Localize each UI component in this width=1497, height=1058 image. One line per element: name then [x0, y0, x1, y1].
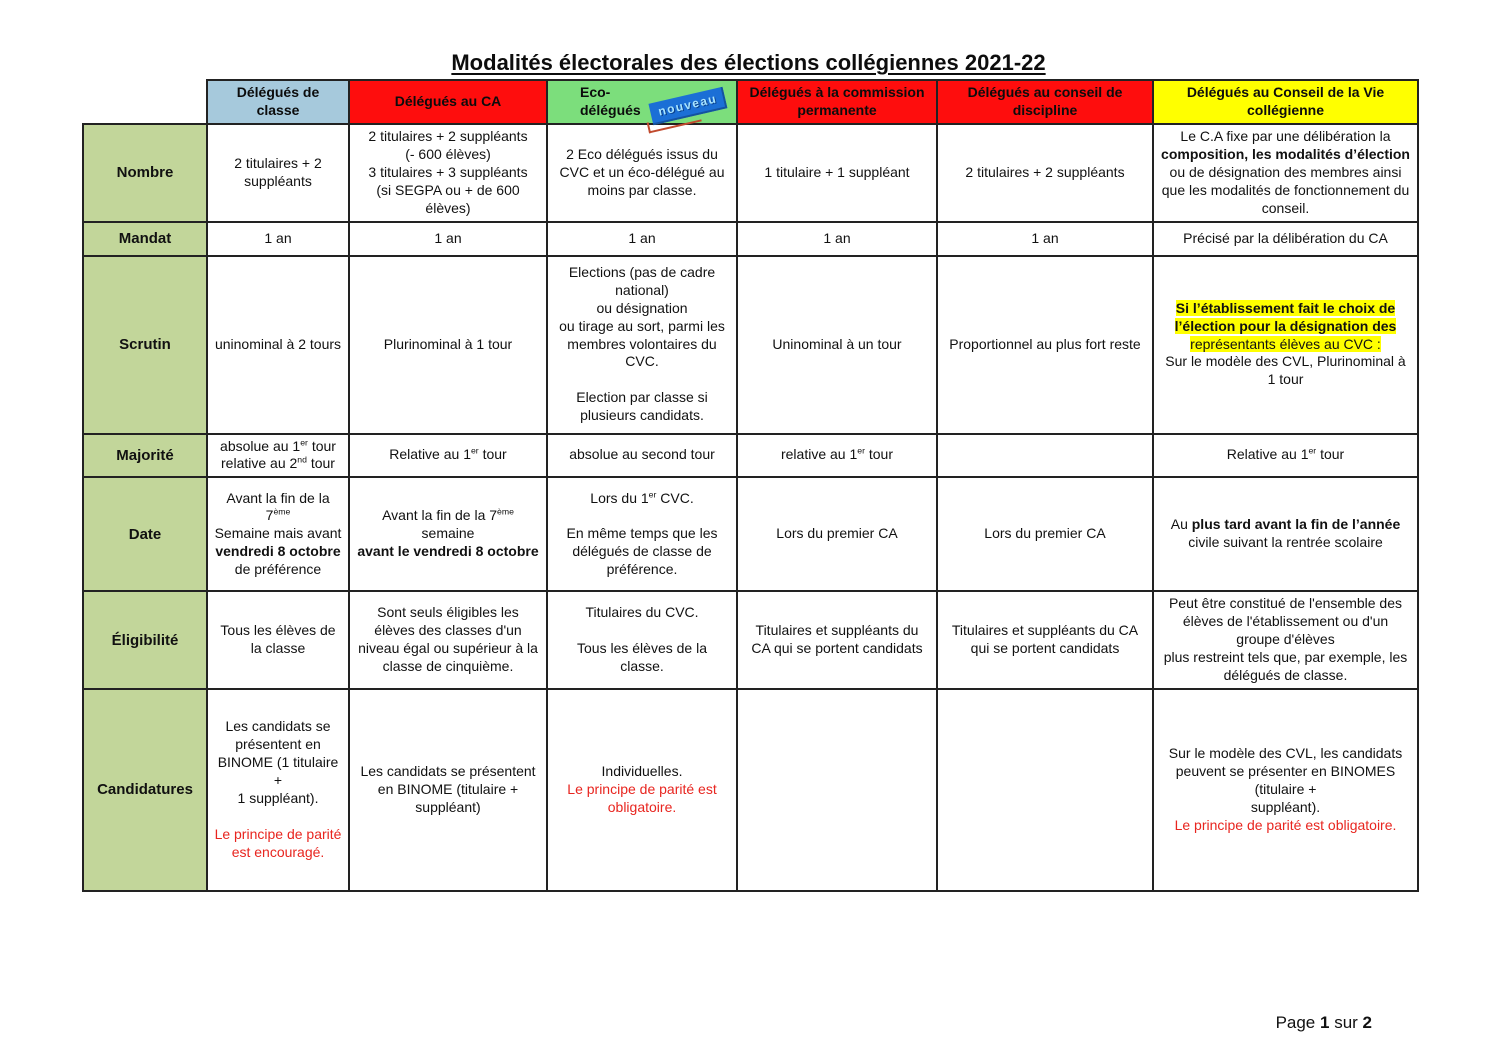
row-label-date: Date: [83, 477, 207, 591]
table-row-nombre: [83, 124, 1418, 222]
cell-date-cvc: Au plus tard avant la fin de l’année civile suivant la rentrée scolaire: [1153, 477, 1418, 591]
table-row-date: [83, 477, 1418, 591]
cell-candidatures-classe: Les candidats se présentent en BINOME (1 titulaire + 1 suppléant). Le principe de parité est encouragé.: [207, 689, 349, 891]
table-row-eligibilite: [83, 591, 1418, 689]
table-row-candidatures: [83, 689, 1418, 891]
document-table: [82, 79, 1419, 892]
cell-candidatures-cvc: Sur le modèle des CVL, les candidats peuvent se présenter en BINOMES (titulaire + suppléant). Le principe de parité est obligatoire.: [1153, 689, 1418, 891]
corner-empty-cell: [83, 80, 207, 124]
cell-candidatures-eco: Individuelles. Le principe de parité est obligatoire.: [547, 689, 737, 891]
cell-mandat-eco: 1 an: [547, 222, 737, 256]
col-header-delegues-de-classe: Délégués de classe: [207, 80, 349, 124]
cell-mandat-commission: 1 an: [737, 222, 937, 256]
col-header-delegues-au-ca: Délégués au CA: [349, 80, 547, 124]
nouveau-badge: [649, 87, 728, 126]
cell-nombre-discipline: 2 titulaires + 2 suppléants: [937, 124, 1153, 222]
cell-scrutin-eco: Elections (pas de cadre national) ou désignation ou tirage au sort, parmi les membres volontaires du CVC. Election par classe si plusieurs candidats.: [547, 256, 737, 434]
cell-scrutin-commission: Uninominal à un tour: [737, 256, 937, 434]
cell-majorite-cvc: Relative au 1er tour: [1153, 434, 1418, 478]
cell-mandat-cvc: Précisé par la délibération du CA: [1153, 222, 1418, 256]
cell-scrutin-cvc: Si l’établissement fait le choix de l’élection pour la désignation des représentants élèves au CVC : Sur le modèle des CVL, Plurinominal à 1 tour: [1153, 256, 1418, 434]
cell-eligibilite-classe: Tous les élèves de la classe: [207, 591, 349, 689]
col-header-commission-permanente: Délégués à la commission permanente: [737, 80, 937, 124]
col-header-conseil-vie-collegienne: Délégués au Conseil de la Vie collégienne: [1153, 80, 1418, 124]
cell-majorite-discipline: [937, 434, 1153, 478]
cell-eligibilite-discipline: Titulaires et suppléants du CA qui se portent candidats: [937, 591, 1153, 689]
cell-nombre-cvc: Le C.A fixe par une délibération la composition, les modalités d’élection ou de désignation des membres ainsi que les modalités de fonctionnement du conseil.: [1153, 124, 1418, 222]
cell-candidatures-ca: Les candidats se présentent en BINOME (titulaire + suppléant): [349, 689, 547, 891]
cell-scrutin-ca: Plurinominal à 1 tour: [349, 256, 547, 434]
cell-eligibilite-cvc: Peut être constitué de l'ensemble des élèves de l'établissement ou d'un groupe d'élèves plus restreint tels que, par exemple, les délégués de classe.: [1153, 591, 1418, 689]
cell-date-discipline: Lors du premier CA: [937, 477, 1153, 591]
cell-majorite-commission: relative au 1er tour: [737, 434, 937, 478]
nouveau-badge-label: nouveau: [649, 87, 728, 126]
cell-majorite-eco: absolue au second tour: [547, 434, 737, 478]
cell-date-eco: Lors du 1er CVC. En même temps que les délégués de classe de préférence.: [547, 477, 737, 591]
cell-candidatures-commission: [737, 689, 937, 891]
cell-candidatures-discipline: [937, 689, 1153, 891]
cell-eligibilite-eco: Titulaires du CVC. Tous les élèves de la classe.: [547, 591, 737, 689]
col-header-eco-delegues: [547, 80, 737, 124]
col-header-conseil-discipline: Délégués au conseil de discipline: [937, 80, 1153, 124]
cell-nombre-ca: 2 titulaires + 2 suppléants (- 600 élèves) 3 titulaires + 3 suppléants (si SEGPA ou + de 600 élèves): [349, 124, 547, 222]
page-title: Modalités électorales des élections collégiennes 2021-22: [451, 50, 1046, 75]
cell-majorite-ca: Relative au 1er tour: [349, 434, 547, 478]
row-label-majorite: Majorité: [83, 434, 207, 478]
cell-nombre-classe: 2 titulaires + 2 suppléants: [207, 124, 349, 222]
cell-mandat-discipline: 1 an: [937, 222, 1153, 256]
cell-nombre-commission: 1 titulaire + 1 suppléant: [737, 124, 937, 222]
cell-date-ca: Avant la fin de la 7ème semaine avant le vendredi 8 octobre: [349, 477, 547, 591]
cell-date-commission: Lors du premier CA: [737, 477, 937, 591]
row-label-nombre: Nombre: [83, 124, 207, 222]
table-header-row: [83, 80, 1418, 124]
cell-date-classe: Avant la fin de la 7ème Semaine mais avant vendredi 8 octobre de préférence: [207, 477, 349, 591]
table-row-scrutin: [83, 256, 1418, 434]
table-row-mandat: [83, 222, 1418, 256]
page-number: Page 1 sur 2: [1275, 1013, 1372, 1032]
eco-delegues-label: Eco- délégués: [580, 84, 641, 118]
cell-nombre-eco: 2 Eco délégués issus du CVC et un éco-délégué au moins par classe.: [547, 124, 737, 222]
row-label-candidatures: Candidatures: [83, 689, 207, 891]
cell-scrutin-classe: uninominal à 2 tours: [207, 256, 349, 434]
row-label-scrutin: Scrutin: [83, 256, 207, 434]
table-row-majorite: [83, 434, 1418, 478]
cell-eligibilite-commission: Titulaires et suppléants du CA qui se portent candidats: [737, 591, 937, 689]
cell-mandat-ca: 1 an: [349, 222, 547, 256]
cell-scrutin-discipline: Proportionnel au plus fort reste: [937, 256, 1153, 434]
cell-eligibilite-ca: Sont seuls éligibles les élèves des classes d'un niveau égal ou supérieur à la classe de cinquième.: [349, 591, 547, 689]
cell-mandat-classe: 1 an: [207, 222, 349, 256]
row-label-mandat: Mandat: [83, 222, 207, 256]
row-label-eligibilite: Éligibilité: [83, 591, 207, 689]
cell-majorite-classe: absolue au 1er tour relative au 2nd tour: [207, 434, 349, 478]
